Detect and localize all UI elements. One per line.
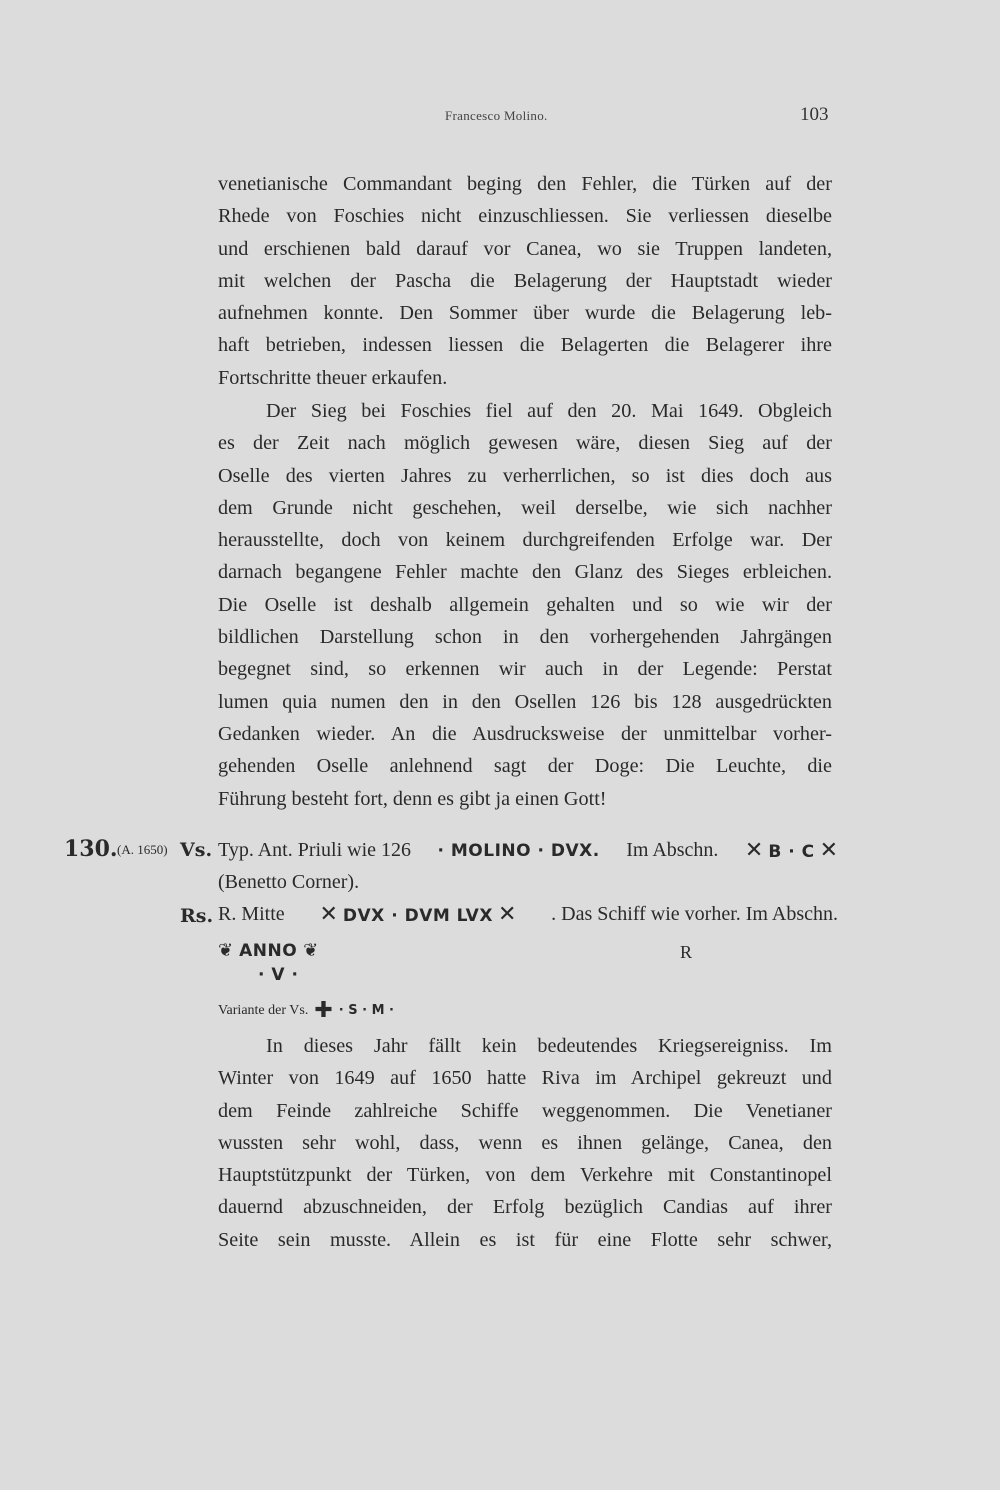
text-line: Führung besteht fort, denn es gibt ja einen Gott! [218,787,607,810]
variant-line [218,998,394,1023]
text-line: Winter von 1649 auf 1650 hatte Riva im Archipel gekreuzt und [218,1067,832,1090]
v-mark: · V · [258,965,299,985]
variant-text: Variante der Vs. [218,1002,309,1018]
entry-year: (A. 1650) [117,842,168,857]
text-line: In dieses Jahr fällt kein bedeutendes Kriegsereigniss. Im [266,1035,832,1057]
text-line: venetianische Commandant beging den Fehler, die Türken auf der [218,173,832,195]
text-line: Fortschritte theuer erkaufen. [218,366,448,389]
ornament-icon: ❦ [218,940,234,961]
variant-mark: · S · M · [338,1003,394,1018]
running-title: Francesco Molino. [445,108,548,123]
text-line: mit welchen der Pascha die Belagerung der Hauptstadt wieder [218,269,832,292]
text-line: dem Feinde zahlreiche Schiffe weggenommen. Die Venetianer [218,1099,832,1122]
rarity-mark: R [680,942,693,962]
reverse-description [218,902,838,927]
text-line: lumen quia numen den in den Osellen 126 bis 128 ausgedrückten [218,690,832,713]
text-line: begegnet sind, so erkennen wir auch in der Legende: Perstat [218,658,832,681]
text-line: Hauptstützpunkt der Türken, von dem Verkehre mit Constantinopel [218,1164,832,1187]
paragraph-1 [218,168,832,394]
x-mark-icon: ✕ [497,902,517,927]
reverse-legend: DVX · DVM LVX [342,906,493,926]
text-line: herausstellte, doch von keinem durchgreifenden Erfolge war. Der [218,529,832,552]
anno-text: ANNO [239,940,298,961]
reverse-legend-group [319,902,516,927]
cross-icon: ✚ [314,998,333,1023]
obverse-legend: · MOLINO · DVX. [437,840,600,861]
x-mark-icon: ✕ [744,838,764,863]
obverse-label: Vs. [180,839,213,861]
text-line: haft betrieben, indessen liessen die Belagerten die Belagerer ihre [218,334,832,357]
x-mark-icon: ✕ [819,838,838,863]
reverse-label: Rs. [180,905,214,927]
ornament-icon: ❦ [303,940,319,961]
text-line: Seite sein musste. Allein es ist für eine Flotte sehr schwer, [218,1228,832,1251]
obverse-description [218,838,838,863]
text-line: Oselle des vierten Jahres zu verherrlichen, so ist dies doch aus [218,464,832,487]
reverse-text-2: . Das Schiff wie vorher. Im Abschn. [551,903,838,925]
text-line: bildlichen Darstellung schon in den vorhergehenden Jahrgängen [218,626,832,649]
x-mark-icon: ✕ [319,902,338,927]
text-line: darnach begangene Fehler machte den Glanz des Sieges erbleichen. [218,561,832,584]
text-line: aufnehmen konnte. Den Sommer über wurde die Belagerung leb- [218,302,832,325]
text-line: Der Sieg bei Foschies fiel auf den 20. Mai 1649. Obgleich [266,400,832,422]
obverse-exergue-label: Im Abschn. [626,839,719,861]
obverse-note: (Benetto Corner). [218,871,360,893]
text-line: es der Zeit nach möglich gewesen wäre, diesen Sieg auf der [218,432,832,455]
obverse-exergue [745,838,838,863]
reverse-text: R. Mitte [218,903,285,925]
text-line: wussten sehr wohl, dass, wenn es ihnen gelänge, Canea, den [218,1131,832,1154]
text-line: Die Oselle ist deshalb allgemein gehalten und so wie wir der [218,593,832,616]
text-line: und erschienen bald darauf vor Canea, wo sie Truppen landeten, [218,237,832,260]
exergue-letters: B · C [768,842,815,862]
entry-number: 130. [64,836,118,862]
paragraph-2 [218,395,832,815]
text-line: Rhede von Foschies nicht einzuschliessen. Sie verliessen dieselbe [218,205,832,228]
text-line: gehenden Oselle anlehnend sagt der Doge: Die Leuchte, die [218,755,832,778]
text-line: dauernd abzuschneiden, der Erfolg bezüglich Candias auf ihrer [218,1196,832,1219]
page-number: 103 [800,104,829,125]
paragraph-3 [218,1030,832,1256]
text-line: Gedanken wieder. An die Ausdrucksweise der unmittelbar vorher- [218,722,832,745]
obverse-text: Typ. Ant. Priuli wie 126 [218,839,412,861]
anno-line [218,940,318,961]
text-line: dem Grunde nicht geschehen, weil derselbe, wie sich nachher [218,496,832,519]
